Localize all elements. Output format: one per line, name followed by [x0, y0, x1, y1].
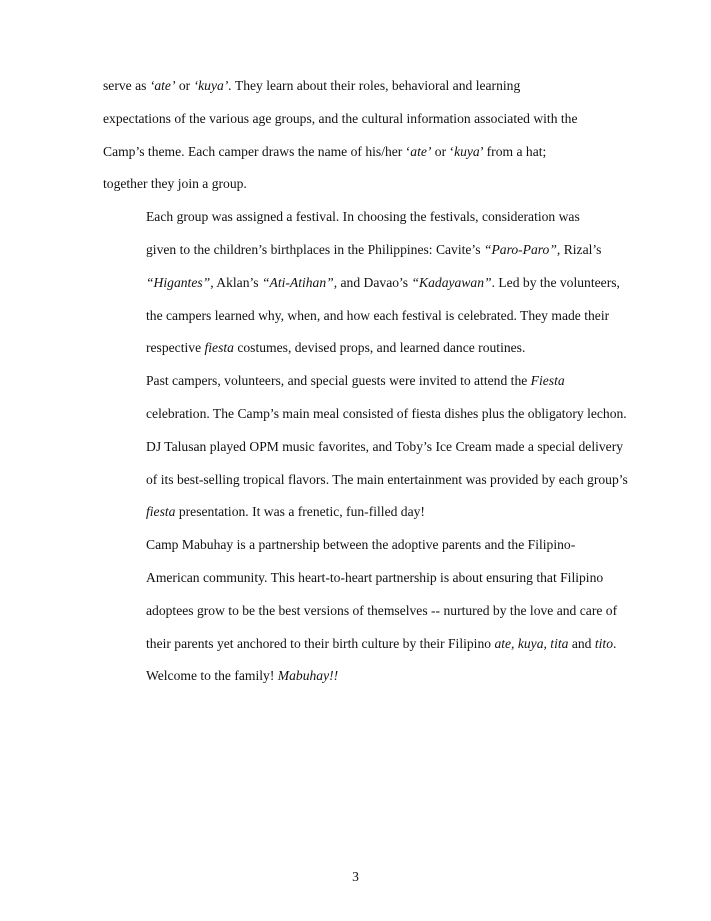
italic-run: ate’ — [410, 143, 432, 159]
text-run: costumes, devised props, and learned dance routines. — [233, 340, 526, 356]
text-run: Welcome to the family! — [146, 668, 278, 684]
text-run: ’ from a hat; — [479, 143, 547, 159]
italic-run: tito — [594, 635, 614, 651]
italic-run: fiesta — [204, 340, 234, 356]
text-run: their parents yet anchored to their birth culture by their Filipino — [146, 635, 495, 651]
text-run: , Rizal’s — [556, 241, 602, 257]
text-line — [103, 234, 608, 267]
text-run: Camp Mabuhay is a partnership between the adoptive parents and the Filipino- — [146, 537, 576, 553]
text-run: , and Davao’s — [333, 274, 412, 290]
paragraph-4 — [103, 529, 618, 693]
page-number: 3 — [352, 869, 359, 884]
text-run: and — [568, 635, 595, 651]
italic-run: “Higantes” — [146, 274, 211, 290]
text-run: American community. This heart-to-heart partnership is about ensuring that Filipino — [146, 569, 604, 585]
italic-run: ate, kuya, tita — [494, 635, 569, 651]
text-run: respective — [146, 340, 205, 356]
text-line — [103, 595, 618, 628]
text-line — [103, 628, 617, 661]
text-line — [103, 496, 608, 529]
italic-run: “Ati-Atihan” — [261, 274, 334, 290]
text-line — [103, 529, 608, 562]
text-run: adoptees grow to be the best versions of themselves -- nurtured by the love and care of — [146, 602, 618, 618]
text-line — [103, 464, 628, 497]
text-line — [103, 103, 608, 136]
text-line — [103, 562, 608, 595]
text-run: the campers learned why, when, and how each festival is celebrated. They made their — [146, 307, 610, 323]
text-run: Each group was assigned a festival. In choosing the festivals, consideration was — [146, 209, 580, 225]
text-run: DJ Talusan played OPM music favorites, and Toby’s Ice Cream made a special delivery — [146, 438, 624, 454]
text-line — [103, 168, 608, 201]
text-line — [103, 332, 608, 365]
text-line — [103, 136, 608, 169]
text-run: , Aklan’s — [210, 274, 262, 290]
text-run: expectations of the various age groups, and the cultural information associated with the — [103, 110, 578, 126]
text-run: together they join a group. — [103, 176, 247, 192]
text-run: or — [175, 78, 194, 93]
italic-run: “Paro-Paro” — [483, 241, 557, 257]
paragraph-1 — [103, 70, 608, 201]
italic-run: fiesta — [146, 504, 176, 520]
text-line — [103, 70, 608, 103]
text-line — [103, 201, 608, 234]
body-text — [103, 70, 628, 693]
text-line — [103, 365, 608, 398]
italic-run: “Kadayawan” — [411, 274, 492, 290]
text-line — [103, 431, 624, 464]
italic-run: ‘ate’ — [149, 78, 176, 93]
italic-run: kuya — [454, 143, 480, 159]
text-line — [103, 267, 620, 300]
text-run: given to the children’s birthplaces in the Philippines: Cavite’s — [146, 241, 484, 257]
text-run: of its best-selling tropical flavors. The main entertainment was provided by each group’s — [146, 471, 628, 487]
text-run: They learn about their roles, behavioral and learning — [231, 78, 521, 93]
text-line — [103, 660, 608, 693]
text-run: serve as — [103, 78, 150, 93]
paragraph-3 — [103, 365, 628, 529]
italic-run: Fiesta — [530, 373, 565, 389]
text-run: Past campers, volunteers, and special guests were invited to attend the — [146, 373, 531, 389]
text-run: presentation. It was a frenetic, fun-filled day! — [175, 504, 425, 520]
paragraph-2 — [103, 201, 620, 365]
text-run: . Led by the volunteers, — [491, 274, 620, 290]
italic-run: ‘kuya’. — [193, 78, 232, 93]
text-run: or ‘ — [431, 143, 455, 159]
italic-run: Mabuhay!! — [277, 668, 339, 684]
text-run: Camp’s theme. Each camper draws the name of his/her ‘ — [103, 143, 411, 159]
text-run: celebration. The Camp’s main meal consisted of fiesta dishes plus the obligatory lechon. — [146, 405, 627, 421]
text-line — [103, 398, 627, 431]
text-line — [103, 300, 608, 333]
text-run: . — [613, 635, 617, 651]
